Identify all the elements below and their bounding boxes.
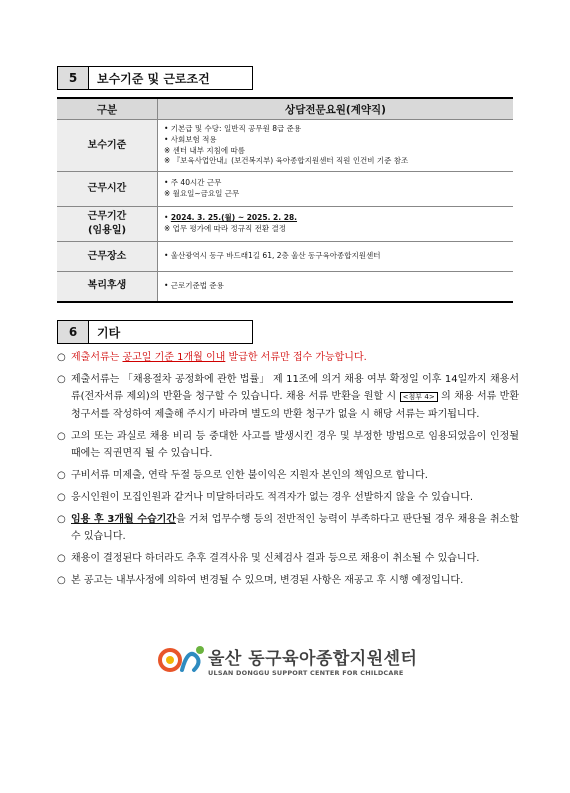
bullet-icon: ○ [57, 514, 66, 525]
note-item [57, 467, 519, 484]
notes-list [57, 349, 519, 594]
table-header-position: 상담전문요원(계약직) [158, 98, 514, 120]
logo-english: ULSAN DONGGU SUPPORT CENTER FOR CHILDCARE [208, 668, 404, 677]
note-text: 채용이 결정된다 하더라도 추후 결격사유 및 신체검사 결과 등으로 채용이 취소될 수 있습니다. [71, 553, 480, 564]
note-item [57, 572, 519, 589]
period-dates: 2024. 3. 25.(월) ~ 2025. 2. 28. [170, 213, 298, 223]
row-head-benefits: 복리후생 [57, 272, 158, 302]
row-head-location: 근무장소 [57, 242, 158, 272]
logo-name: 울산 동구육아종합지원센터 [208, 648, 418, 669]
note-text: 의 채용 서류 반환청구서를 작성하여 제출해 주시기 바라며 별도의 반환 청구가 없을 시 해당 서류는 파기됩니다. [71, 391, 520, 420]
note-text: 제출서류는 [71, 352, 123, 363]
salary-line: ※ 센터 내부 지침에 따름 [164, 145, 246, 155]
bullet-icon: ○ [57, 374, 66, 385]
row-head-hours: 근무시간 [57, 172, 158, 207]
period-note: ※ 업무 평가에 따라 정규직 전환 결정 [164, 224, 287, 233]
note-item [57, 511, 519, 545]
note-text: 을 거쳐 업무수행 등의 전반적인 능력이 부족하다고 판단될 경우 채용을 취소할 수 있습니다. [71, 514, 519, 542]
center-logo [158, 640, 418, 680]
bullet-icon: ○ [57, 553, 66, 564]
row-body-benefits: • 근로기준법 준용 [158, 272, 514, 302]
table-header-category: 구분 [57, 98, 158, 120]
note-item [57, 349, 519, 366]
note-emphasis: 임용 후 3개월 수습기간 [71, 514, 176, 525]
section-number: 5 [57, 66, 89, 90]
note-item [57, 371, 519, 423]
note-text: 고의 또는 과실로 채용 비리 등 중대한 사고를 발생시킨 경우 및 부정한 방법으로 임용되었음이 인정될 때에는 직권면직 될 수 있습니다. [71, 431, 519, 459]
period-subhead: (임용일) [87, 225, 127, 236]
note-item [57, 428, 519, 462]
period-line: • 2024. 3. 25.(월) ~ 2025. 2. 28. [164, 213, 298, 223]
row-body-period [158, 207, 514, 242]
section-number: 6 [57, 320, 89, 344]
row-body-salary [158, 120, 514, 172]
hours-line: • 주 40시간 근무 [164, 178, 222, 188]
row-body-hours [158, 172, 514, 207]
logo-mark-icon [158, 642, 208, 678]
salary-line: • 기본급 및 수당: 일반직 공무원 8급 준용 [164, 123, 302, 133]
section-6-header [57, 320, 253, 344]
note-text: 제출서류는 「채용절차 공정화에 관한 법률」 제 11조에 의거 채용 여부 확정일 이후 14일까지 채용서류(전자서류 제외)의 반환을 청구할 수 있습니다. 채용 서류 반환을 원할 시 [71, 374, 519, 402]
bullet-icon: ○ [57, 352, 66, 363]
bullet-icon: ○ [57, 575, 66, 586]
bullet-icon: ○ [57, 470, 66, 481]
note-text: 본 공고는 내부사정에 의하여 변경될 수 있으며, 변경된 사항은 재공고 후 시행 예정입니다. [71, 575, 464, 586]
salary-line: ※ 『보육사업안내』(보건복지부) 육아종합지원센터 직원 인건비 기준 참조 [164, 156, 409, 166]
note-text: 발급한 서류만 접수 가능합니다. [225, 352, 367, 363]
bullet-icon: ○ [57, 492, 66, 503]
note-text: 응시인원이 모집인원과 같거나 미달하더라도 적격자가 없는 경우 선발하지 않을 수 있습니다. [71, 492, 474, 503]
note-item [57, 550, 519, 567]
row-head-period [57, 207, 158, 242]
hours-line: ※ 월요일~금요일 근무 [164, 189, 240, 198]
note-emphasis: 공고일 기준 1개월 이내 [122, 352, 226, 363]
section-title: 보수기준 및 근로조건 [89, 66, 253, 90]
salary-line: • 사회보험 적용 [164, 134, 217, 144]
period-head: 근무기간 [87, 211, 127, 222]
attachment-tag: <첨부 4> [400, 392, 438, 402]
section-5-header [57, 66, 253, 90]
logo-text [208, 644, 417, 677]
row-head-salary: 보수기준 [57, 120, 158, 172]
work-conditions-table [57, 97, 513, 303]
section-title: 기타 [89, 320, 253, 344]
note-text: 구비서류 미제출, 연락 두절 등으로 인한 불이익은 지원자 본인의 책임으로 합니다. [71, 470, 428, 481]
note-item [57, 489, 519, 506]
row-body-location: • 울산광역시 동구 바드래1길 61, 2층 울산 동구육아종합지원센터 [158, 242, 514, 272]
bullet-icon: ○ [57, 431, 66, 442]
